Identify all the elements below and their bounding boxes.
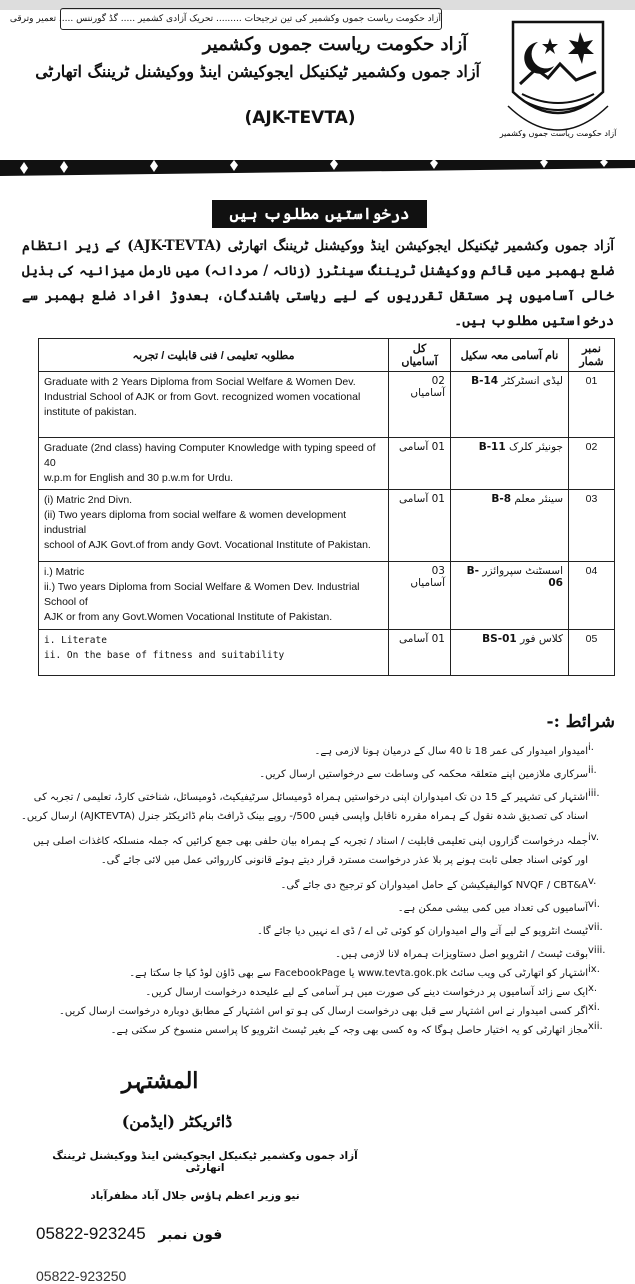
table-row (39, 630, 615, 676)
qual-line: institute of pakistan. (44, 406, 137, 418)
post-name: سینئر معلم (514, 493, 563, 505)
item-number: iv. (588, 832, 600, 843)
post-cell (451, 372, 569, 438)
post-name: جونیئر کلرک (509, 441, 563, 453)
qualification-cell (39, 630, 389, 676)
intro-paragraph: آزاد جموں وکشمیر ٹیکنیکل ایجوکیشن اینڈ ووکیشنل ٹریننگ اتھارٹی (AJK-TEVTA) کے زیر انتظام ضلع بھمبر میں قائم ووکیشنل ٹریننگ سینٹرز (زنانہ / مردانہ) میں نارمل میزانیہ کی بذیل خالی آسامیوں پر مستقل تقرریوں کے لیے ریاستی باشندگان، بعدوڑ افراد ضلع بھمبر سے درخواستیں مطلوب ہیں۔ (22, 238, 614, 329)
phone-number: 05822-923245 (36, 1224, 146, 1243)
advertiser-signature: المشتہر (121, 1068, 199, 1094)
govt-title: آزاد حکومت ریاست جموں وکشمیر (202, 34, 468, 55)
item-text: ایک سے زائد آسامیوں پر درخواست دینے کی صورت میں ہر آسامی کے لیے علیحدہ درخواست ارسال کریں۔ (145, 987, 588, 998)
list-item (18, 832, 618, 870)
qualification-cell (39, 562, 389, 630)
logo-caption: آزاد حکومت ریاست جموں وکشمیر (499, 129, 617, 138)
footer-phone-cut: 05822-923250 (36, 1268, 127, 1284)
post-name: لیڈی انسٹرکٹر (501, 375, 563, 387)
item-text: اشتہار کو اتھارٹی کی ویب سائٹ www.tevta.gok.pk یا FacebookPage سے بھی ڈاؤن لوڈ کیا جا سکتا ہے۔ (129, 968, 588, 979)
item-text: جملہ درخواست گزاروں اپنی تعلیمی قابلیت / اسناد / تجربہ کے ہمراہ بیان حلفی بھی جمع کرائیں کہ جملہ منسلکہ کاغذات اصلی ہیں اور کوئی اسناد جعلی ثابت ہونے پر بلا عذر درخواست مسترد قرار دیتے ہوئے قانونی کارروائی عمل میں لائی جائے گی۔ (33, 836, 588, 866)
qualification-cell (39, 438, 389, 490)
count-cell: 01 آسامی (389, 438, 451, 490)
post-name: کلاس فور (520, 633, 563, 645)
item-number: vi. (588, 899, 600, 910)
list-item (18, 983, 618, 1002)
header-count: کل آسامیاں (389, 339, 451, 372)
header-post: نام آسامی معہ سکیل (451, 339, 569, 372)
header-qualification: مطلوبہ تعلیمی / فنی قابلیت / تجربہ (39, 339, 389, 372)
count-cell: 02 آسامیاں (389, 372, 451, 438)
qual-line: ii. On the base of fitness and suitability (44, 650, 285, 661)
item-number: iii. (588, 788, 600, 799)
list-item (18, 788, 618, 826)
table-row (39, 438, 615, 490)
footer-organization: آزاد جموں وکشمیر ٹیکنیکل ایجوکیشن اینڈ ووکیشنل ٹریننگ اتھارٹی (52, 1150, 358, 1174)
item-number: ii. (588, 765, 597, 776)
post-scale: BS-01 (482, 633, 517, 645)
item-number: viii. (588, 945, 606, 956)
item-text: بوقت ٹیسٹ / انٹرویو اصل دستاویزات ہمراہ لانا لازمی ہیں۔ (335, 949, 588, 960)
list-item (18, 922, 618, 941)
item-text: آسامیوں کی تعداد میں کمی بیشی ممکن ہے۔ (397, 903, 588, 914)
list-item (18, 742, 618, 761)
list-item (18, 1021, 618, 1040)
list-item (18, 945, 618, 964)
list-item (18, 964, 618, 983)
count-cell: 01 آسامی (389, 630, 451, 676)
phone-label: فون نمبر (158, 1227, 223, 1243)
item-number: vii. (588, 922, 603, 933)
table-header-row (39, 339, 615, 372)
authority-title: آزاد جموں وکشمیر ٹیکنیکل ایجوکیشن اینڈ ووکیشنل ٹریننگ اتھارٹی (35, 62, 480, 81)
item-number: xi. (588, 1002, 600, 1013)
post-name: اسسٹنٹ سپروائزر (482, 565, 563, 577)
table-row (39, 562, 615, 630)
count-cell: 03 آسامیاں (389, 562, 451, 630)
qual-line: (i) Matric 2nd Divn. (44, 494, 133, 506)
post-cell (451, 562, 569, 630)
post-scale: B-11 (478, 441, 506, 453)
applications-wanted-banner: درخواستیں مطلوب ہیں (212, 200, 427, 228)
table-row (39, 372, 615, 438)
post-scale: B-8 (491, 493, 512, 505)
qual-line: Graduate (2nd class) having Computer Knowledge with typing speed of 40 (44, 442, 376, 469)
item-text: اشتہار کی تشہیر کے 15 دن تک امیدواران اپنی درخواستیں ہمراہ ڈومیسائل سرٹیفیکیٹ، ڈومیسائل، شناختی کارڈ، تعلیمی / تجربہ کی اسناد کی تصدیق شدہ نقول کے ہمراہ مقررہ ناقابل واپسی فیس 500/- روپے بینک ڈرافٹ بنام ڈائریکٹر جنرل (AJKTEVTA) ارسال کریں۔ (20, 792, 588, 822)
qual-line: ii.) Two years Diploma from Social Welfare & Women Dev. Industrial School of (44, 581, 360, 608)
item-text: اگر کسی امیدوار نے اس اشتہار سے قبل بھی درخواست ارسال کی ہو تو اس اشتہار کے مطابق دوبارہ درخواست ارسال کریں۔ (59, 1006, 588, 1017)
header-serial: نمبر شمار (569, 339, 615, 372)
qual-line: Industrial School of AJK or from Govt. recognized women vocational (44, 391, 361, 403)
qual-line: Graduate with 2 Years Diploma from Social Welfare & Women Dev. (44, 376, 356, 388)
ajk-emblem-logo (498, 14, 618, 144)
list-item (18, 765, 618, 784)
item-number: xii. (588, 1021, 603, 1032)
qual-line: w.p.m for English and 30 p.w.m for Urdu. (44, 472, 234, 484)
conditions-list (18, 742, 618, 1040)
post-cell (451, 630, 569, 676)
conditions-heading: شرائط :- (546, 712, 615, 732)
serial-cell: 02 (569, 438, 615, 490)
count-cell: 01 آسامی (389, 490, 451, 562)
item-text: NVQF / CBT&A کوالیفیکیشن کے حامل امیدواران کو ترجیح دی جائے گی۔ (280, 880, 588, 891)
vacancy-table (38, 338, 615, 676)
serial-cell: 01 (569, 372, 615, 438)
item-number: ix. (588, 964, 600, 975)
serial-cell: 03 (569, 490, 615, 562)
list-item (18, 1002, 618, 1021)
qual-line: AJK or from any Govt.Women Vocational Institute of Pakistan. (44, 611, 333, 623)
qualification-cell (39, 490, 389, 562)
footer-address: نیو وزیر اعظم ہاؤس جلال آباد مظفرآباد (90, 1190, 300, 1202)
qual-line: i.) Matric (44, 566, 85, 578)
item-text: مجاز اتھارٹی کو یہ اختیار حاصل ہوگا کہ وہ کسی بھی وجہ کے بغیر ٹیسٹ انٹرویو کا پراسس منسوخ کر سکتی ہے۔ (110, 1025, 588, 1036)
serial-cell: 04 (569, 562, 615, 630)
qual-line: i. Literate (44, 635, 107, 646)
item-number: i. (588, 742, 594, 753)
decorative-leaf-border (0, 158, 635, 178)
item-number: v. (588, 876, 597, 887)
footer-phone (36, 1224, 296, 1244)
list-item (18, 899, 618, 918)
director-designation: ڈائریکٹر (ایڈمن) (121, 1112, 233, 1131)
item-text: ٹیسٹ انٹرویو کے لیے آنے والے امیدواران کو کوئی ٹی اے / ڈی اے نہیں دیا جائے گا۔ (256, 926, 588, 937)
item-text: امیدوار امیدوار کی عمر 18 تا 40 سال کے درمیان ہونا لازمی ہے۔ (314, 746, 588, 757)
top-slogan-band: آزاد حکومت ریاست جموں وکشمیر کی تین ترجیحات ......... تحریک آزادی کشمیر ..... گڈ گورننس ..... تعمیر وترقی (60, 8, 442, 30)
serial-cell: 05 (569, 630, 615, 676)
item-text: سرکاری ملازمین اپنے متعلقہ محکمہ کی وساطت سے درخواستیں ارسال کریں۔ (259, 769, 588, 780)
qual-line: (ii) Two years diploma from social welfare & women development industrial (44, 509, 347, 536)
post-scale: B-06 (466, 565, 563, 589)
post-scale: B-14 (471, 375, 499, 387)
qualification-cell (39, 372, 389, 438)
authority-abbr: (AJK-TEVTA) (244, 108, 356, 128)
item-number: x. (588, 983, 598, 994)
qual-line: school of AJK Govt.of from andy Govt. Vocational Institute of Pakistan. (44, 539, 371, 551)
post-cell (451, 438, 569, 490)
table-row (39, 490, 615, 562)
list-item (18, 876, 618, 895)
post-cell (451, 490, 569, 562)
